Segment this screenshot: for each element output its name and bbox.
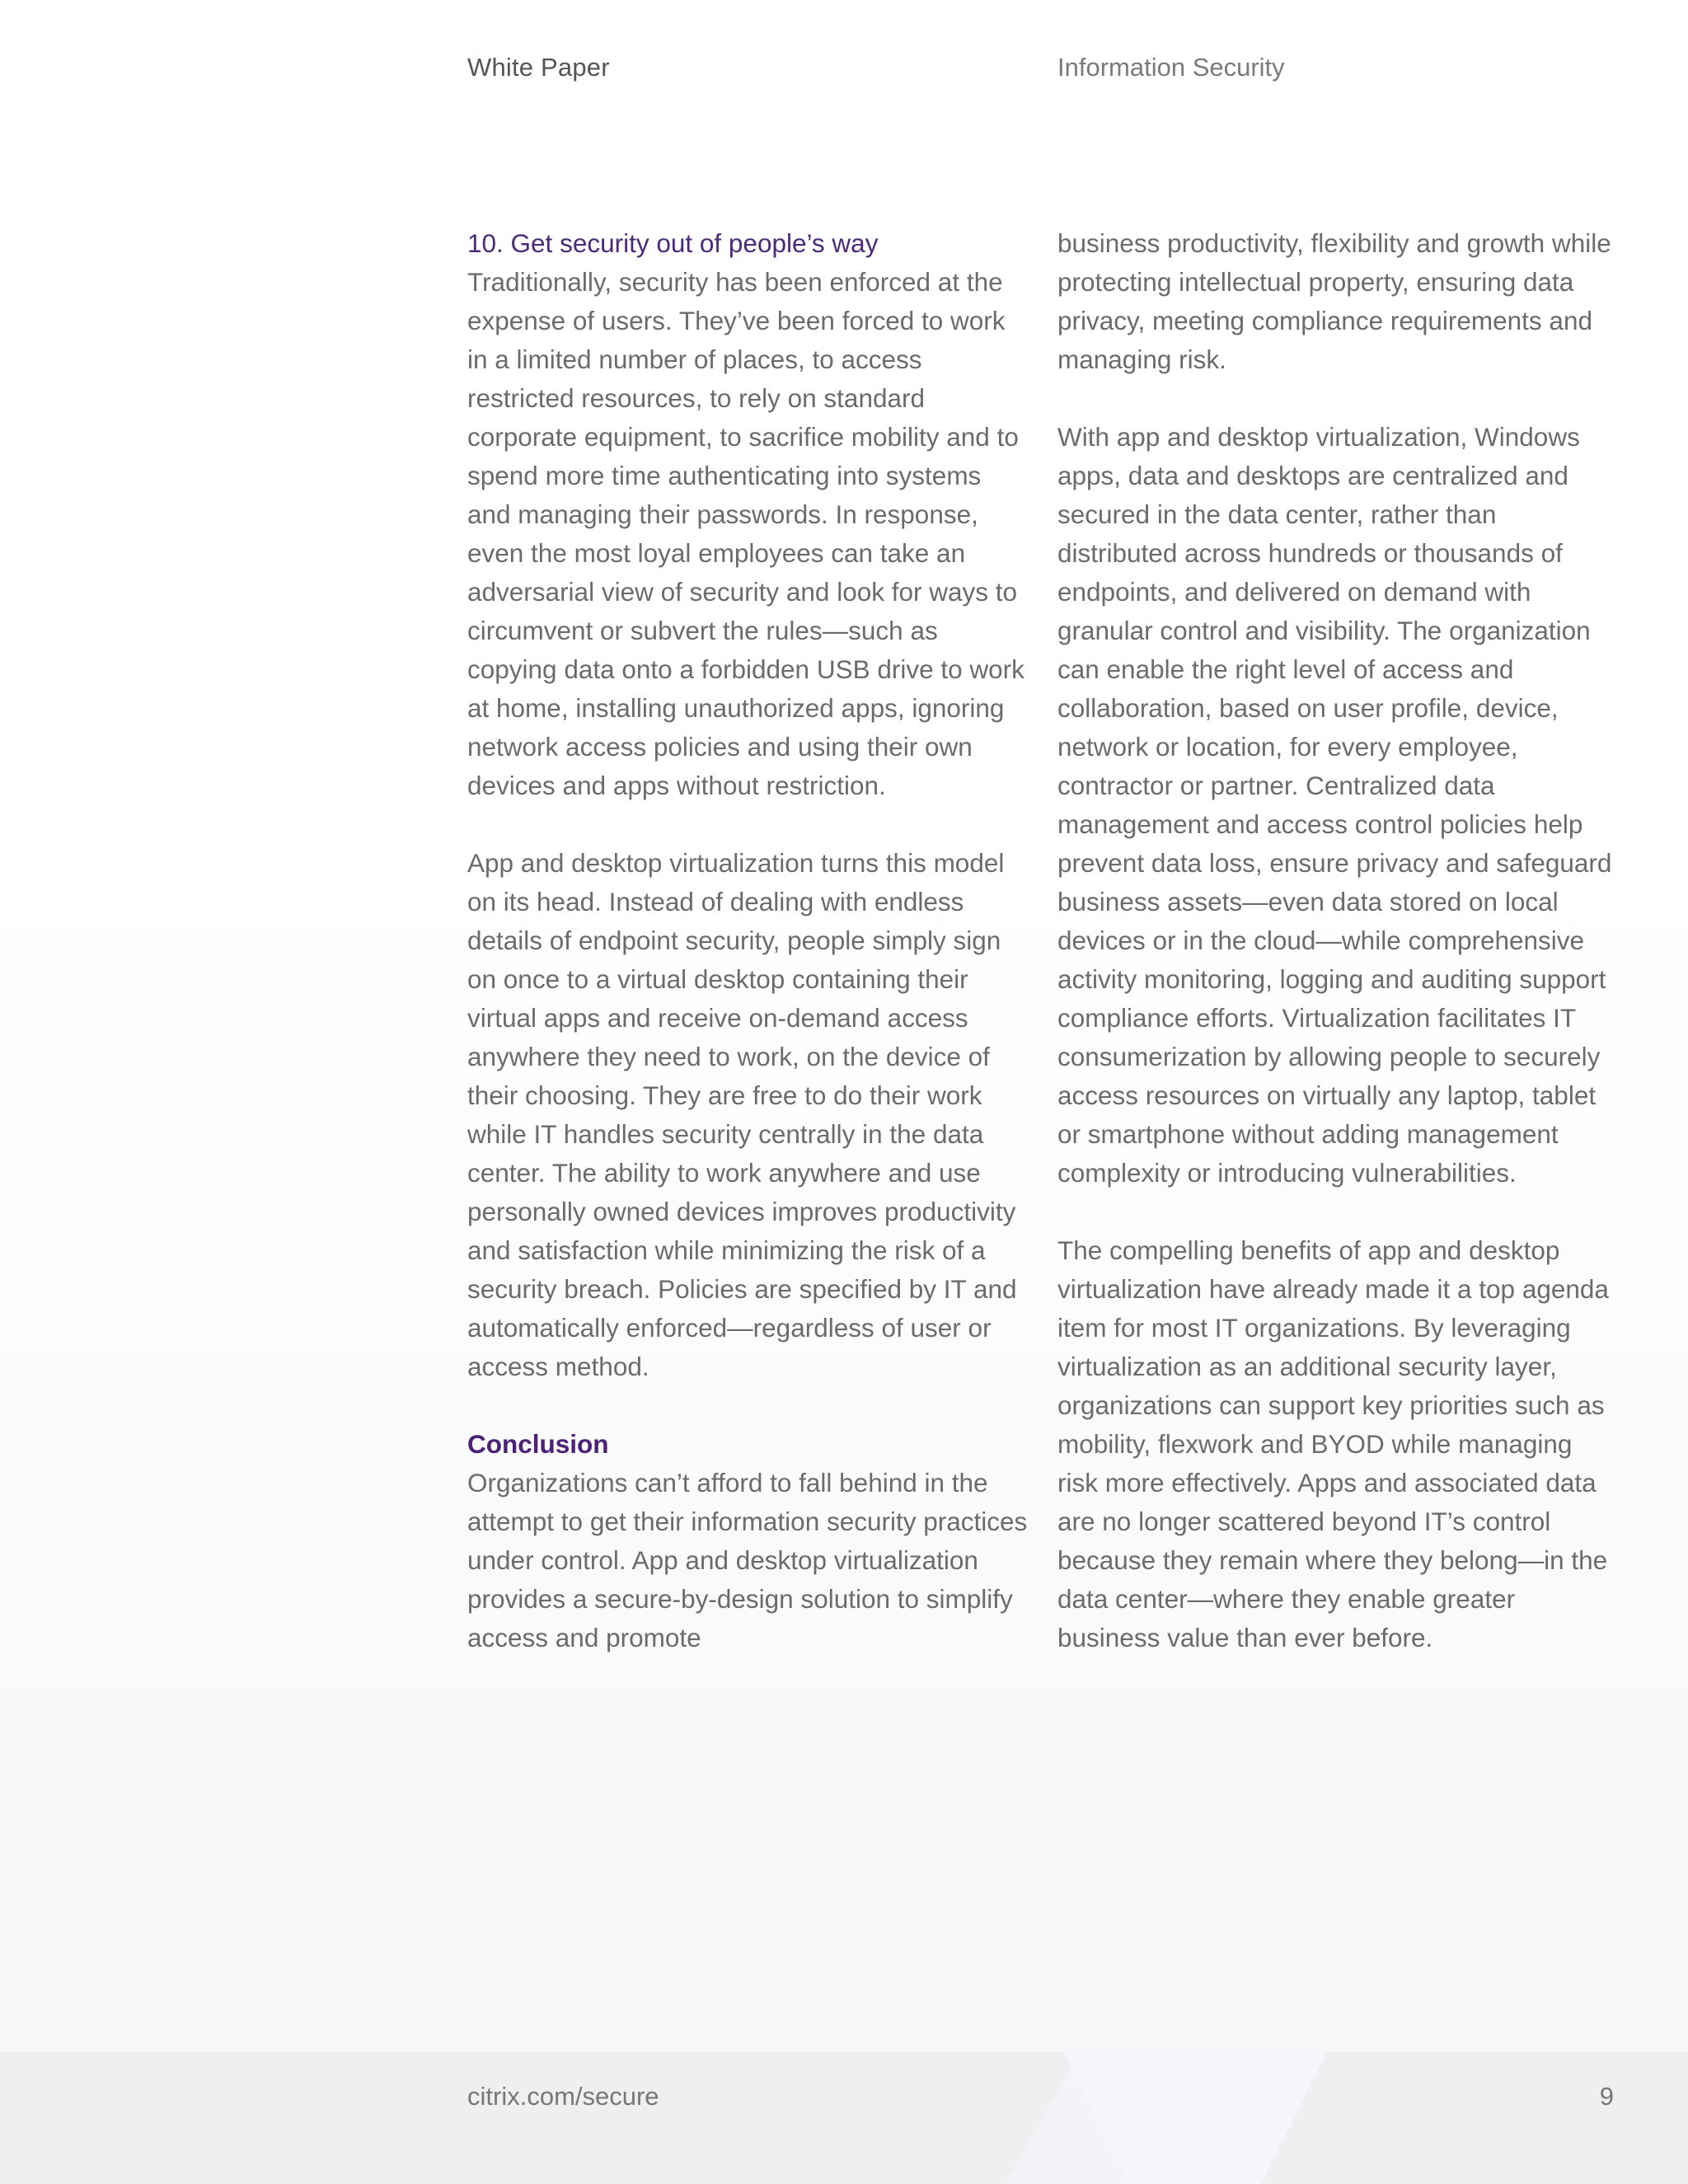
section-heading: 10. Get security out of people’s way — [467, 228, 879, 258]
paragraph: The compelling benefits of app and desktop virtualization have already made it a top agenda item for most IT organizations. By leveraging virtualization as an additional security layer, organizations can support key priorities such as mobility, flexwork and BYOD while managing risk more effectively. Apps and associated data are no longer scattered beyond IT’s control because they remain where they belong—in the data center—where they enable greater business value than ever before. — [1057, 1235, 1609, 1652]
document-type-label: White Paper — [467, 53, 610, 82]
paragraph: Traditionally, security has been enforced at the expense of users. They’ve been forced to work in a limited number of places, to access restricted resources, to rely on standard corporate equipment, to sacrifice mobility and to spend more time authenticating into systems and managing their passwords. In response, even the most loyal employees can take an adversarial view of security and look for ways to circumvent or subvert the rules—such as copying data onto a forbidden USB drive to work at home, installing unauthorized apps, ignoring network access policies and using their own devices and apps without restriction. — [467, 267, 1025, 800]
conclusion-heading: Conclusion — [467, 1429, 609, 1459]
footer-url-link[interactable]: citrix.com/secure — [467, 2082, 659, 2111]
page-header — [0, 53, 1688, 94]
paragraph: With app and desktop virtualization, Windows apps, data and desktops are centralized and secured in the data center, rather than distributed across hundreds or thousands of endpoints, and delivered on demand with granular control and visibility. The organization can enable the right level of access and collaboration, based on user profile, device, network or location, for every employee, contractor or partner. Centralized data management and access control policies help prevent data loss, ensure privacy and safeguard business assets—even data stored on local devices or in the cloud—while comprehensive activity monitoring, logging and auditing support compliance efforts. Virtualization facilitates IT consumerization by allowing people to securely access resources on virtually any laptop, tablet or smartphone without adding management complexity or introducing vulnerabilities. — [1057, 422, 1612, 1188]
page-number: 9 — [1599, 2082, 1614, 2111]
page-footer — [0, 2052, 1688, 2184]
document-topic-label: Information Security — [1057, 53, 1285, 82]
left-column — [467, 224, 1028, 1657]
right-column — [1057, 224, 1618, 1657]
paragraph: App and desktop virtualization turns this model on its head. Instead of dealing with endless details of endpoint security, people simply sign on once to a virtual desktop containing their virtual apps and receive on-demand access anywhere they need to work, on the device of their choosing. They are free to do their work while IT handles security centrally in the data center. The ability to work anywhere and use personally owned devices improves productivity and satisfaction while minimizing the risk of a security breach. Policies are specified by IT and automatically enforced—regardless of user or access method. — [467, 848, 1017, 1381]
paragraph: Organizations can’t afford to fall behind in the attempt to get their information security practices under control. App and desktop virtualization provides a secure-by-design solution to simplify access and promote — [467, 1468, 1028, 1652]
paragraph: business productivity, flexibility and growth while protecting intellectual property, ensuring data privacy, meeting compliance requirements and managing risk. — [1057, 228, 1611, 374]
